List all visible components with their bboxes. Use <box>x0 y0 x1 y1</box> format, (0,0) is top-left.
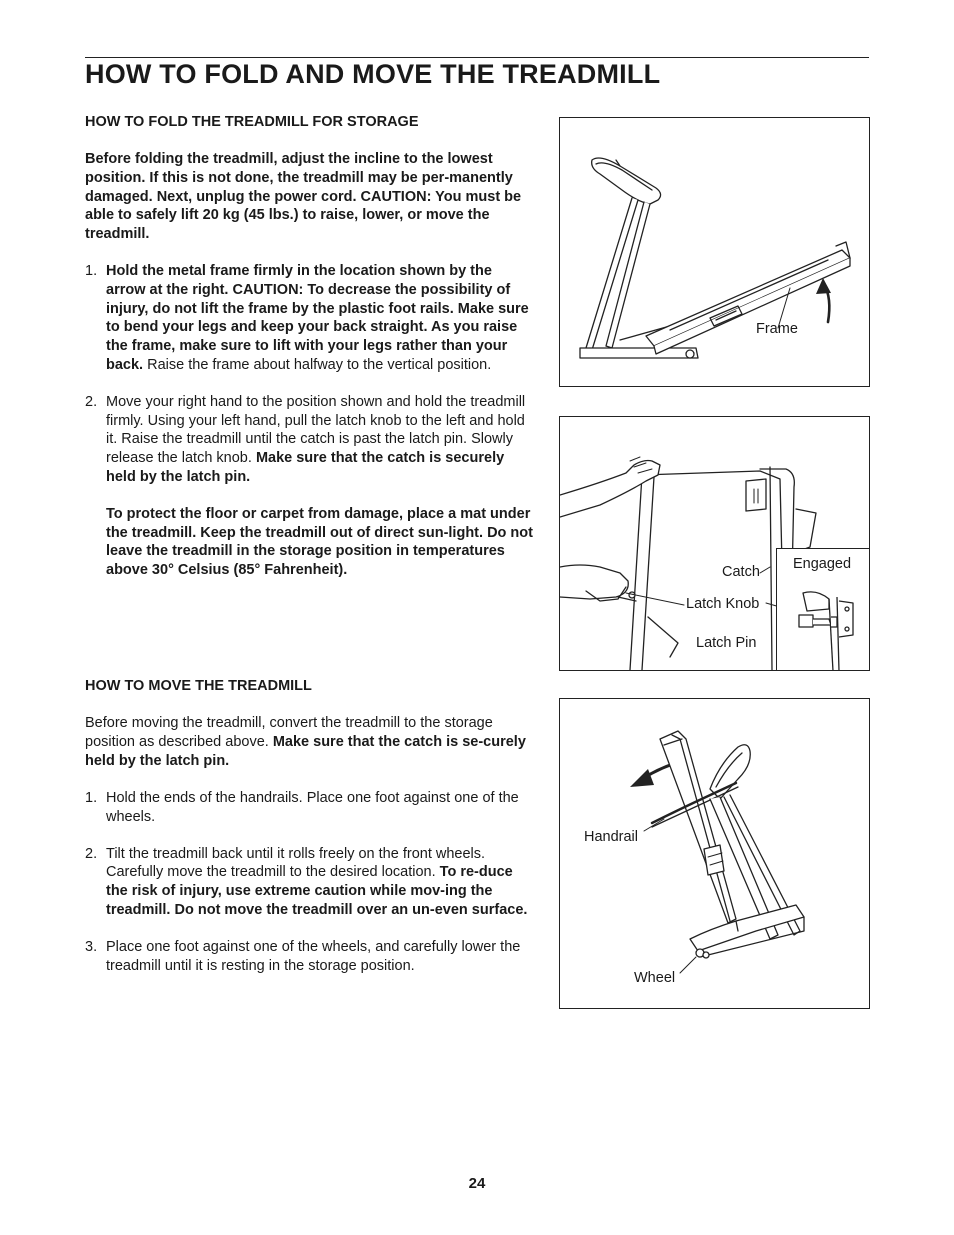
move-section <box>85 677 535 975</box>
wheel-label: Wheel <box>634 970 676 986</box>
move-intro-text: Before moving the treadmill, convert the treadmill to the storage position as described above. <box>85 715 493 750</box>
move-step-3 <box>85 938 535 975</box>
move-intro-bold: Make sure that the catch is se-curely held by the latch pin. <box>85 733 526 769</box>
latch-pin-label: Latch Pin <box>696 635 757 651</box>
move-step-1-text: Hold the ends of the handrails. Place one foot against one of the wheels. <box>106 789 519 825</box>
treadmill-move-illustration <box>560 699 869 1008</box>
move-step-3-text: Place one foot against one of the wheels, and carefully lower the treadmill until it is resting in the storage position. <box>106 939 521 974</box>
page-title: HOW TO FOLD AND MOVE THE TREADMILL <box>85 59 661 89</box>
figure-latch <box>559 416 870 671</box>
fold-step-2 <box>85 393 535 580</box>
latch-knob-label: Latch Knob <box>686 596 760 612</box>
move-step-2-number: 2. <box>85 845 98 862</box>
move-heading: HOW TO MOVE THE TREADMILL <box>85 678 312 694</box>
engaged-label: Engaged <box>793 556 852 572</box>
fold-step-2-number: 2. <box>85 393 98 410</box>
engaged-inset <box>776 548 870 671</box>
move-step-3-number: 3. <box>85 939 98 956</box>
fold-section <box>85 113 535 580</box>
move-step-2-text: Tilt the treadmill back until it rolls freely on the front wheels. Carefully move the treadmill to the desired location. <box>106 845 486 881</box>
engaged-detail-illustration <box>777 549 870 671</box>
page-number: 24 <box>468 1175 486 1192</box>
fold-intro: Before folding the treadmill, adjust the incline to the lowest position. If this is not done, the treadmill may be per-manently damaged. Next, unplug the power cord. CAUTION: You must be able to safely lift 20 kg (45 lbs.) to raise, lower, or move the treadmill. <box>85 151 522 243</box>
treadmill-lift-illustration <box>560 118 869 386</box>
figure-lift-frame <box>559 117 870 387</box>
fold-step-2-bold: Make sure that the catch is securely held by the latch pin. <box>106 450 505 485</box>
handrail-label: Handrail <box>584 829 638 845</box>
figure-move <box>559 698 870 1009</box>
move-step-2-bold: To re-duce the risk of injury, use extreme caution while mov-ing the treadmill. Do not move the treadmill over an un-even surface. <box>106 864 528 918</box>
fold-step-2-text: Move your right hand to the position shown and hold the treadmill firmly. Using your left hand, pull the latch knob to the left and hold it. Raise the treadmill until the catch is past the latch pin. Slowly release the latch knob. <box>106 393 526 467</box>
fold-step-1-bold: Hold the metal frame firmly in the location shown by the arrow at the right. CAUTION: To decrease the possibility of injury, do not lift the frame by the plastic foot rails. Make sure to bend your legs and keep your back straight. As you raise the frame, make sure to lift with your legs rather than your back. <box>106 263 529 373</box>
move-step-1 <box>85 789 535 826</box>
catch-label: Catch <box>722 564 760 580</box>
move-step-2 <box>85 845 535 920</box>
fold-heading: HOW TO FOLD THE TREADMILL FOR STORAGE <box>85 114 419 130</box>
fold-step-1-number: 1. <box>85 263 98 280</box>
frame-label: Frame <box>756 321 798 337</box>
fold-step-1-text: Raise the frame about halfway to the vertical position. <box>143 356 492 373</box>
move-intro <box>85 714 535 770</box>
fold-step-1 <box>85 262 535 374</box>
move-step-1-number: 1. <box>85 789 98 806</box>
fold-protect-note: To protect the floor or carpet from damage, place a mat under the treadmill. Keep the treadmill out of direct sun-light. Do not leave the treadmill in the storage position in temperatures above 30° Celsius (85° Fahrenheit). <box>106 505 533 579</box>
